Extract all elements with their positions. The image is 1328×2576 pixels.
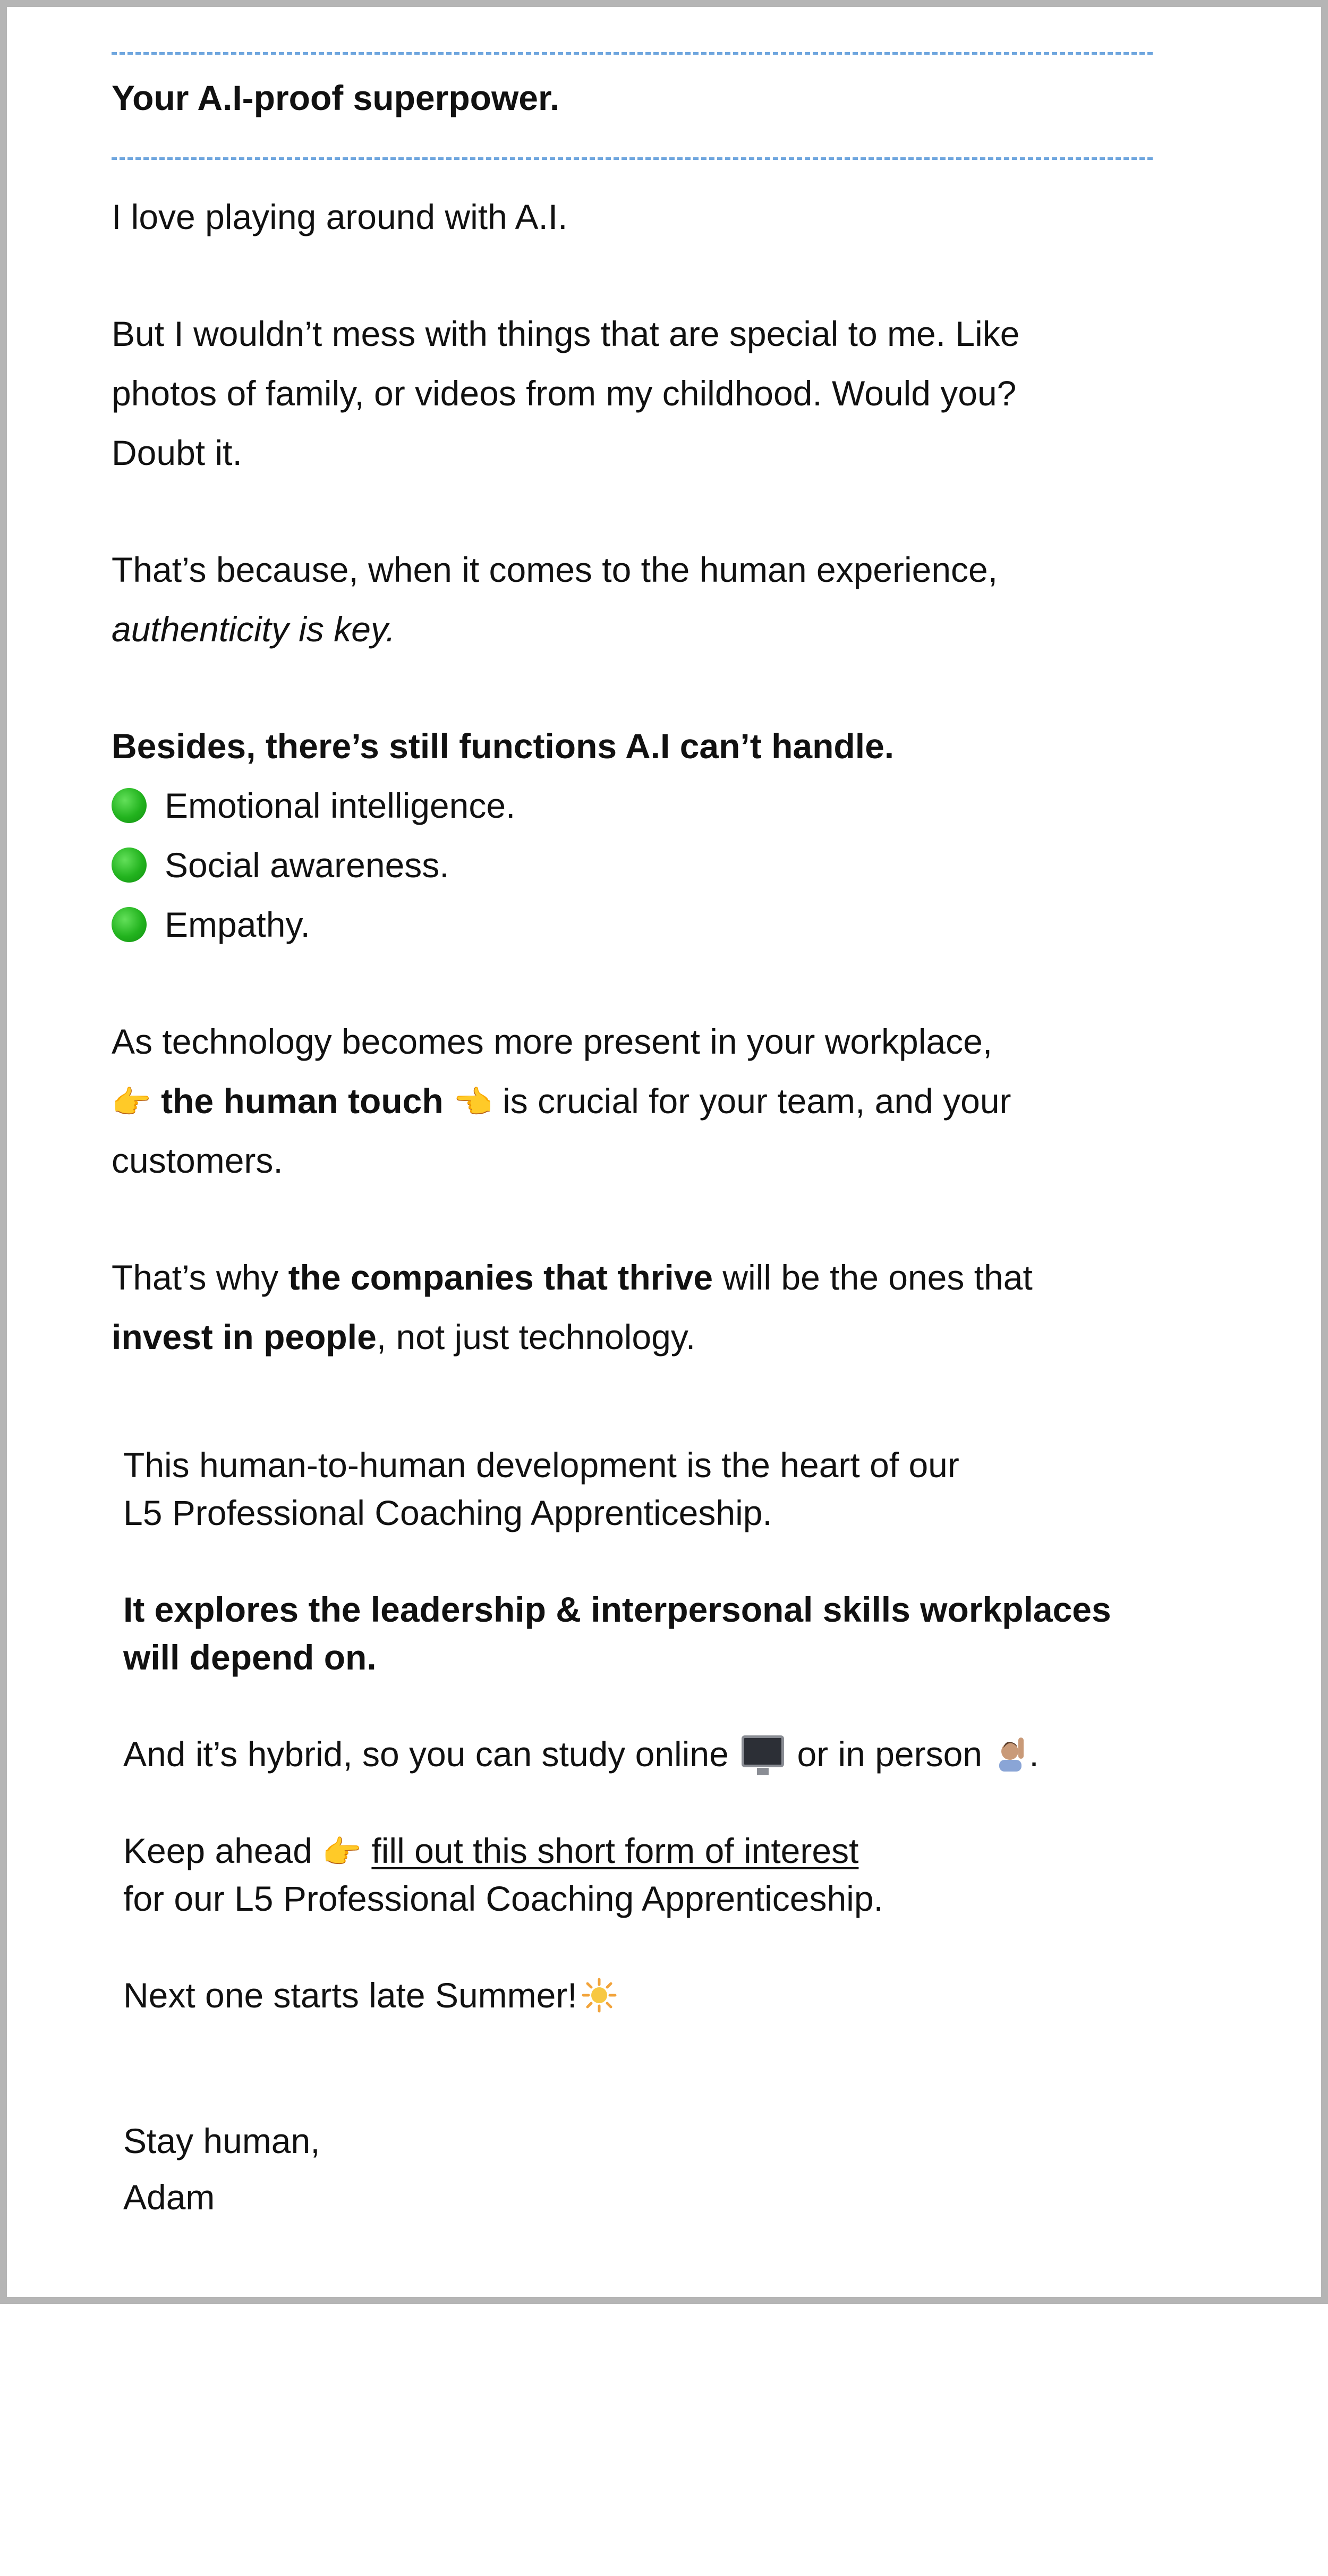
paragraph-authenticity-line-1: That’s because, when it comes to the human experience, [112,550,998,589]
signoff-name: Adam [123,2177,215,2217]
paragraph-hybrid: And it’s hybrid, so you can study online or in person . [123,1734,1039,1774]
paragraph-thrive-line-2: invest in people, not just technology. [112,1317,696,1357]
paragraph-technology-line-3: customers. [112,1141,283,1180]
paragraph-thrive-line-1: That’s why the companies that thrive will be the ones that [112,1258,1033,1297]
paragraph-technology-line-1: As technology becomes more present in your workplace, [112,1022,993,1061]
paragraph-special-line-2: photos of family, or videos from my childhood. Would you? [112,374,1017,413]
functions-title: Besides, there’s still functions A.I can’t handle. [112,726,895,766]
paragraph-intro: I love playing around with A.I. [112,197,568,236]
green-circle-icon [112,848,147,883]
desktop-computer-icon [742,1735,784,1767]
paragraph-explores-line-1: It explores the leadership & interpersonal skills workplaces [123,1590,1111,1629]
paragraph-development-line-2: L5 Professional Coaching Apprenticeship. [123,1493,772,1532]
paragraph-special-line-3: Doubt it. [112,433,242,472]
paragraph-explores-line-2: will depend on. [123,1638,377,1677]
pointing-right-icon: 👉 [322,1834,362,1870]
list-item: Social awareness. [112,835,449,895]
list-item: Emotional intelligence. [112,776,515,835]
pointing-right-icon: 👉 [112,1084,151,1120]
pointing-left-icon: 👈 [453,1084,493,1120]
person-raising-hand-icon [994,1735,1027,1772]
green-circle-icon [112,788,147,823]
paragraph-authenticity-line-2: authenticity is key. [112,609,396,649]
heading-divider [112,157,1153,160]
sun-icon [582,1978,617,2013]
paragraph-special-line-1: But I wouldn’t mess with things that are special to me. Like [112,314,1020,353]
paragraph-technology-line-2: 👉 the human touch 👈 is crucial for your team, and your [112,1081,1011,1121]
heading: Your A.I-proof superpower. [112,78,560,117]
top-divider [112,52,1153,55]
paragraph-next-one: Next one starts late Summer! [123,1971,617,2019]
paragraph-keep-ahead-line-2: for our L5 Professional Coaching Apprenticeship. [123,1879,883,1918]
green-circle-icon [112,907,147,942]
signoff-line-1: Stay human, [123,2121,320,2160]
form-of-interest-link[interactable]: fill out this short form of interest [371,1831,859,1870]
list-item: Empathy. [112,895,310,954]
paragraph-development-line-1: This human-to-human development is the heart of our [123,1445,959,1485]
paragraph-keep-ahead-line-1: Keep ahead 👉 fill out this short form of interest [123,1831,859,1870]
